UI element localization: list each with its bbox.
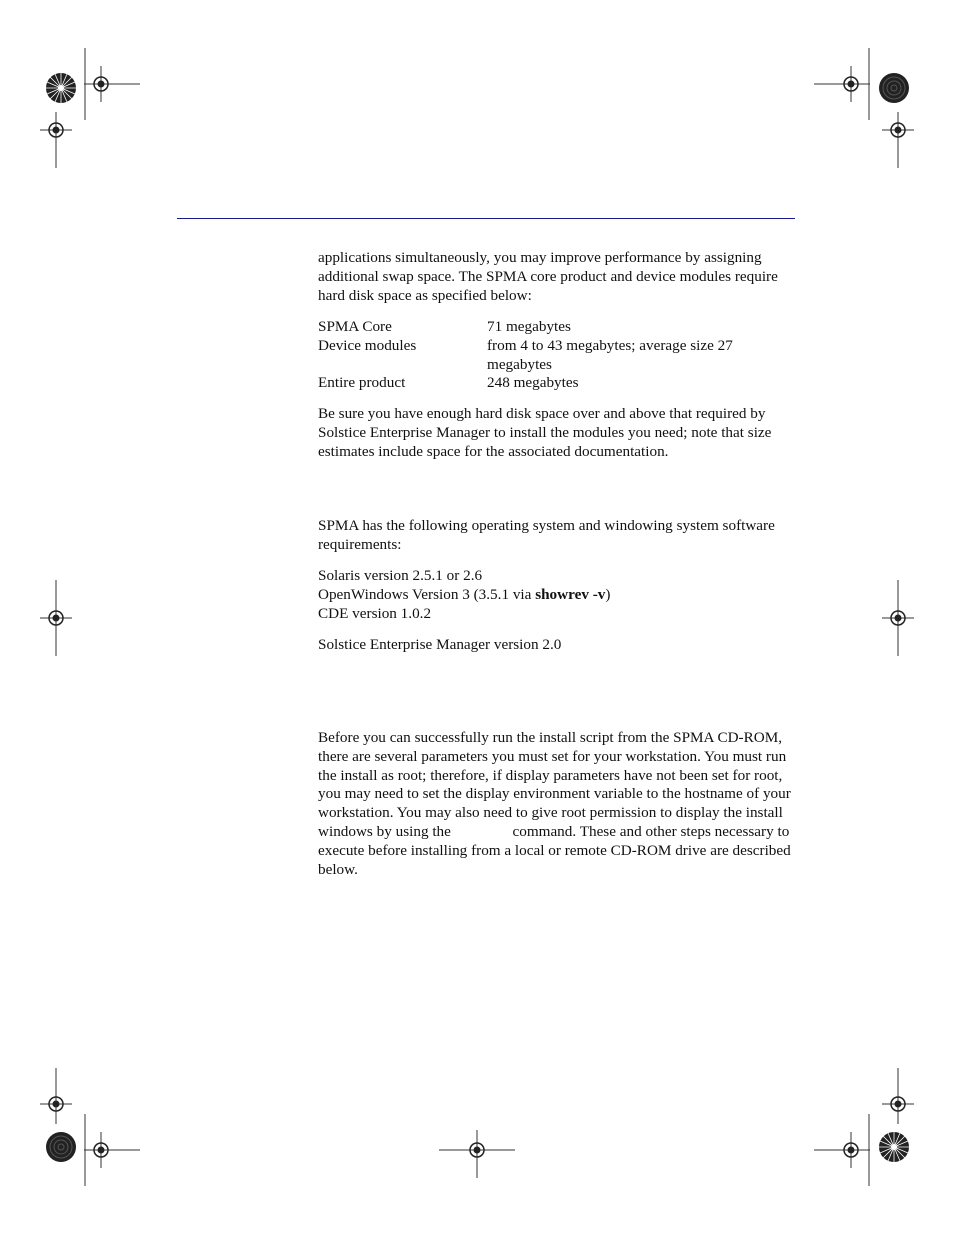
header-rule: [177, 218, 795, 219]
registration-crosshair-icon: [84, 48, 140, 120]
registration-crosshair-icon: [882, 112, 914, 168]
list-item: [318, 586, 798, 605]
row-label: Entire product: [318, 374, 406, 392]
paragraph-text: Be sure you have enough hard disk space over and above that required by Solstice Enterprise Manager to install the modules you need; note that size estimates include space for the associated documentation.: [318, 405, 772, 460]
row-value: 248 megabytes: [487, 374, 579, 392]
registration-crosshair-icon: [882, 580, 914, 656]
paragraph-software-requirements: [318, 517, 798, 555]
registration-starburst-icon: [45, 72, 77, 104]
paragraph-swap-space: [318, 249, 798, 305]
list-item: Solstice Enterprise Manager version 2.0: [318, 636, 562, 653]
registration-crosshair-icon: [814, 1114, 870, 1186]
row-value: from 4 to 43 megabytes; average size 27 megabytes: [487, 336, 733, 373]
paragraph-text-part: command. These and other steps necessary to execute before installing from a local or remote CD-ROM drive are described below.: [318, 822, 791, 878]
table-row: [318, 374, 798, 393]
sem-requirement: [318, 636, 798, 655]
paragraph-text: [318, 729, 798, 879]
table-row: [318, 337, 798, 375]
paragraph-disk-space: [318, 405, 798, 461]
list-item-text: ): [605, 585, 611, 603]
registration-crosshair-icon: [814, 48, 870, 120]
row-label: SPMA Core: [318, 318, 392, 335]
paragraph-text: applications simultaneously, you may improve performance by assigning additional swap space. The SPMA core product and device modules require hard disk space as specified below:: [318, 249, 778, 304]
software-list: [318, 567, 798, 623]
command-text: showrev -v: [535, 585, 606, 603]
disk-space-table: [318, 318, 798, 393]
paragraph-install: [318, 729, 798, 879]
row-label: Device modules: [318, 336, 417, 354]
registration-concentric-icon: [878, 72, 910, 104]
registration-crosshair-icon: [84, 1114, 140, 1186]
table-row: [318, 318, 798, 337]
registration-crosshair-icon: [40, 112, 72, 168]
registration-starburst-icon: [878, 1131, 910, 1163]
registration-crosshair-icon: [882, 1068, 914, 1124]
paragraph-text: SPMA has the following operating system and windowing system software requirements:: [318, 517, 775, 553]
registration-crosshair-icon: [439, 1130, 515, 1178]
registration-crosshair-icon: [40, 1068, 72, 1124]
list-item: CDE version 1.0.2: [318, 604, 432, 622]
list-item-text: OpenWindows Version 3 (3.5.1 via: [318, 585, 536, 603]
paragraph-text-part: Before you can successfully run the install script from the SPMA CD-ROM, there are several parameters you must set for your workstation. You must run the install as root; therefore, if display parameters have not been set for root, you may need to set the display environment variable to the hostname of your workstation. You may also need to give root permission to display the install windows by using the: [318, 729, 791, 840]
list-item: Solaris version 2.5.1 or 2.6: [318, 567, 483, 584]
registration-crosshair-icon: [40, 580, 72, 656]
row-value: 71 megabytes: [487, 318, 571, 335]
registration-concentric-icon: [45, 1131, 77, 1163]
